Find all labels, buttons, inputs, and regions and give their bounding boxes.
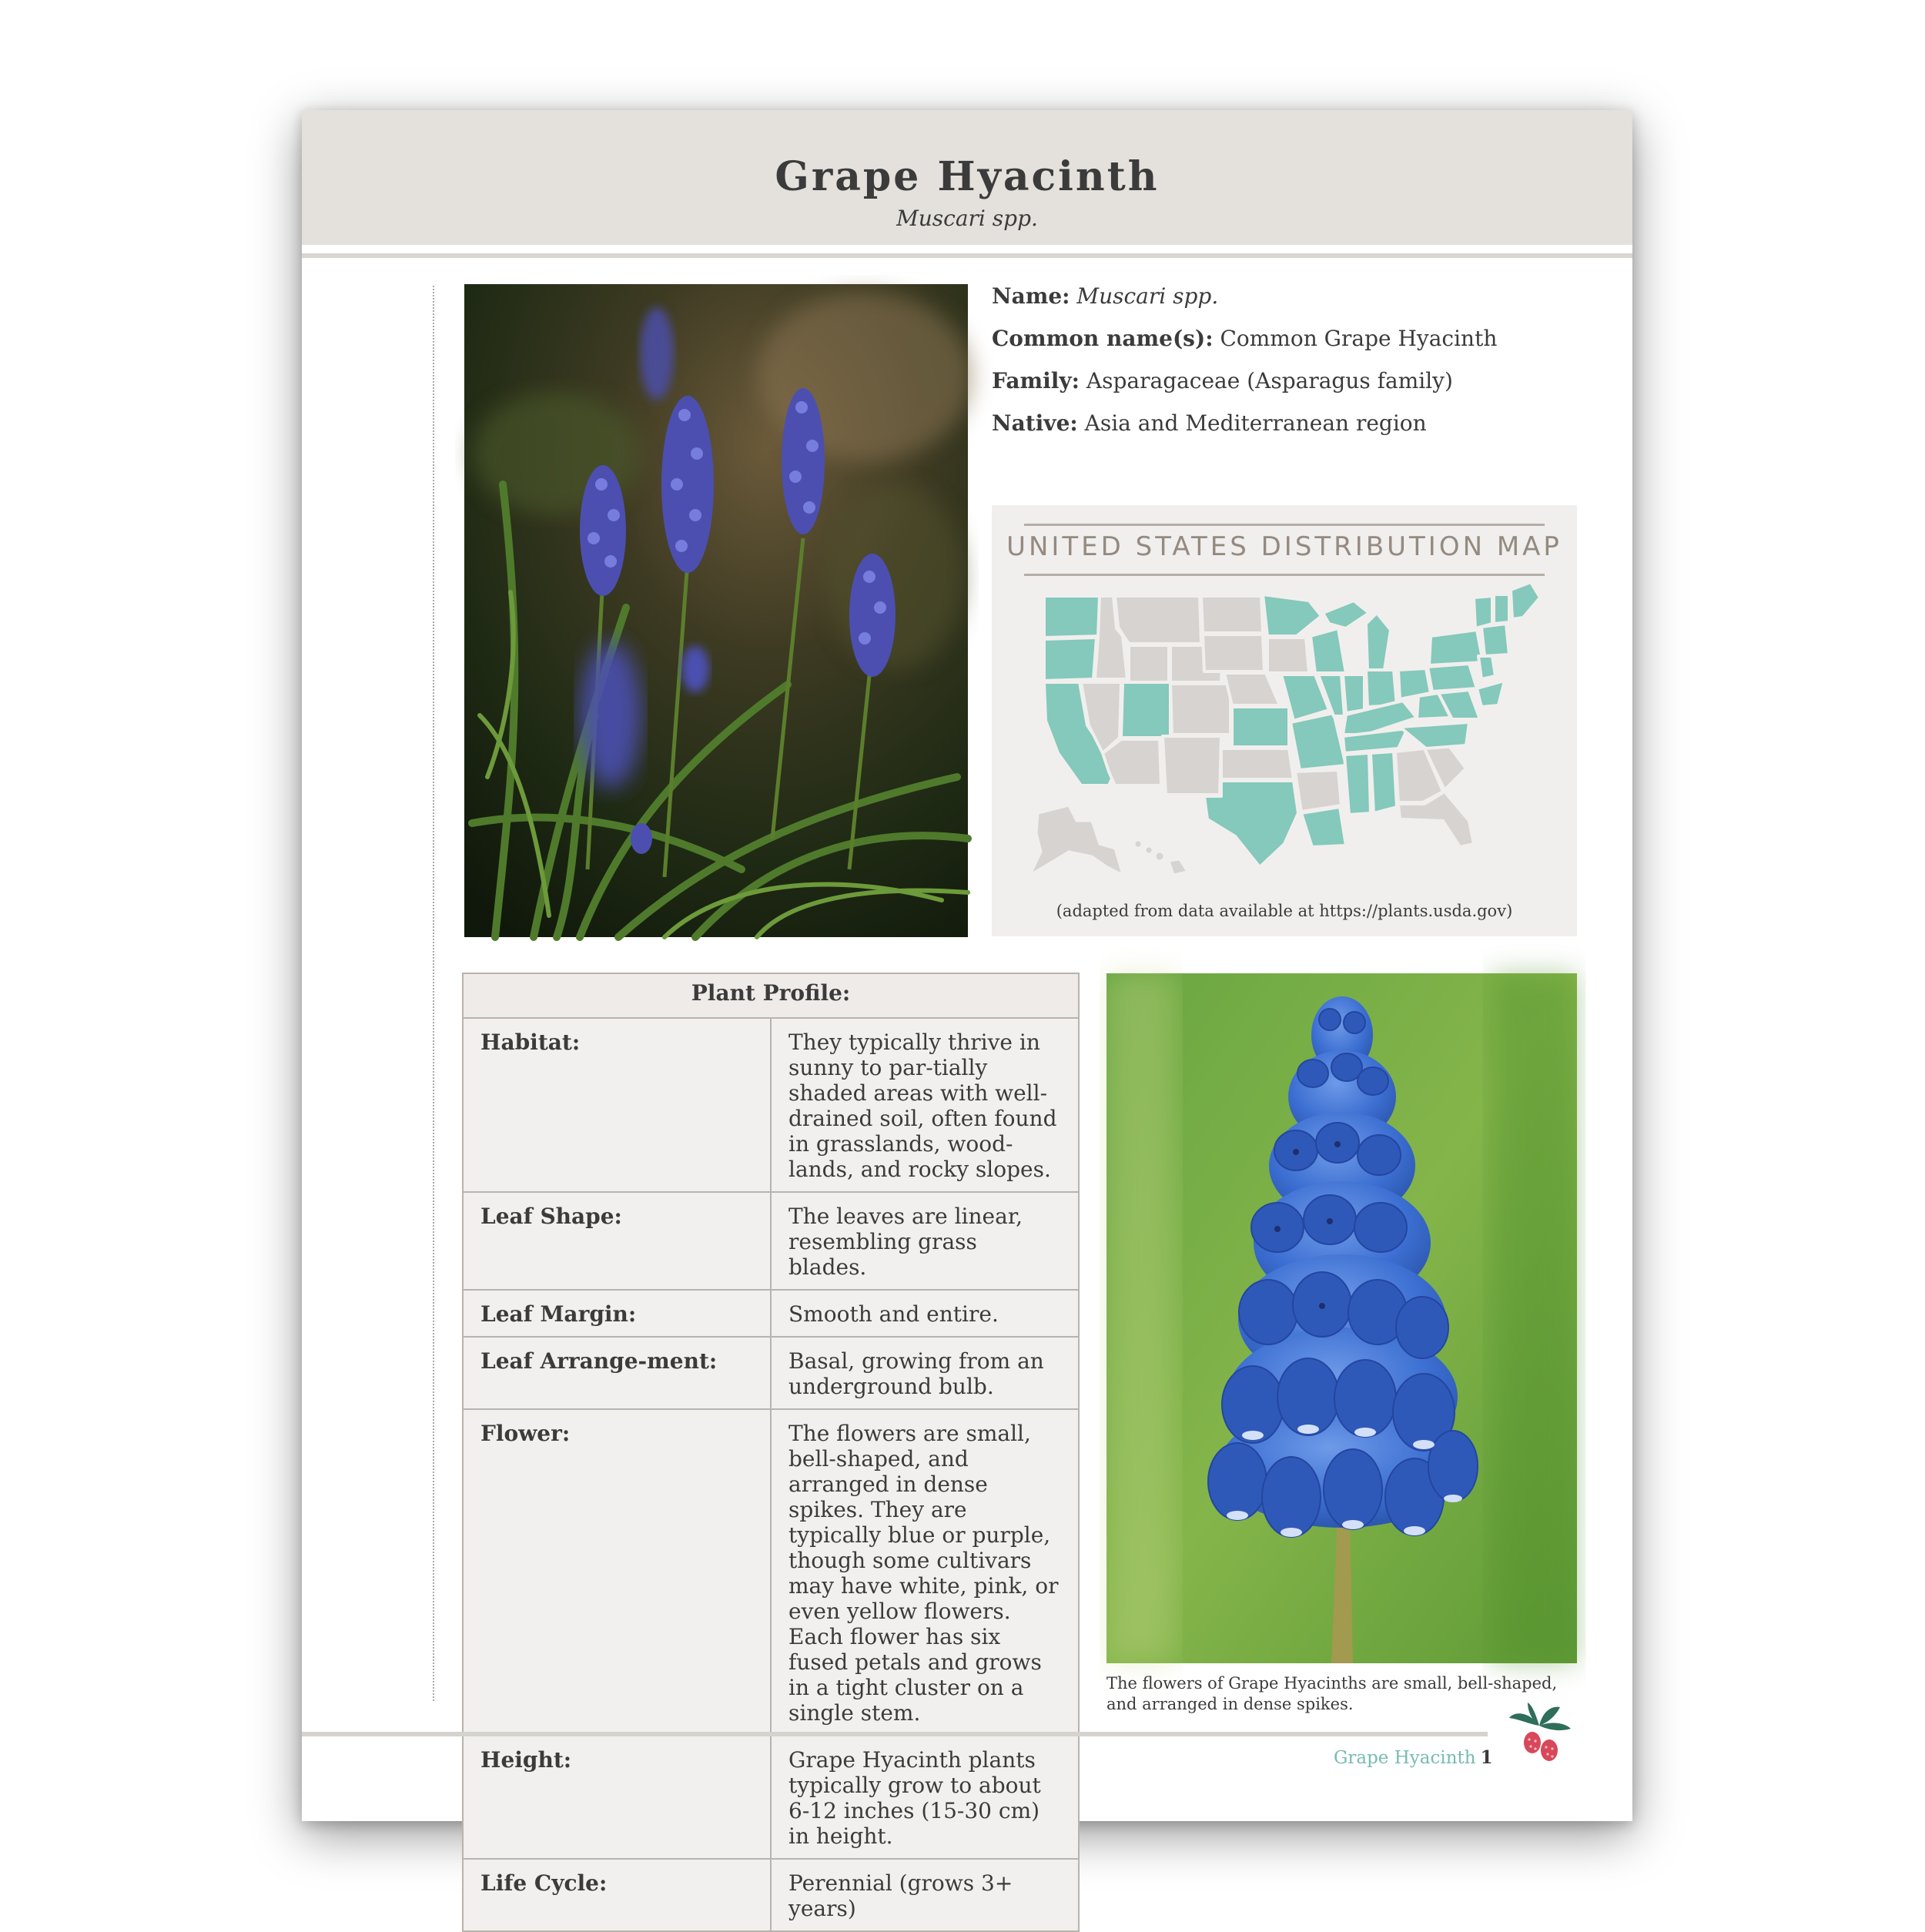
footer-title: Grape Hyacinth bbox=[1334, 1748, 1476, 1768]
info-common-name bbox=[992, 317, 1577, 360]
page-title: Grape Hyacinth bbox=[775, 153, 1160, 200]
info-family-label: Family: bbox=[992, 368, 1080, 393]
plant-profile-table bbox=[462, 973, 1080, 1932]
profile-value: Smooth and entire. bbox=[771, 1290, 1079, 1337]
profile-value: Perennial (grows 3+ years) bbox=[771, 1859, 1079, 1931]
fact-sheet-page bbox=[302, 110, 1632, 1921]
info-native bbox=[992, 402, 1577, 444]
profile-value: They typically thrive in sunny to par-tially shaded areas with well-drained soil, often found in grasslands, wood-lands, and rocky slopes. bbox=[771, 1018, 1079, 1192]
profile-label: Life Cycle: bbox=[463, 1859, 771, 1931]
flower-photo-top bbox=[464, 284, 968, 937]
footer-rule bbox=[302, 1732, 1488, 1736]
page-number: 1 bbox=[1480, 1747, 1493, 1768]
info-common-label: Common name(s): bbox=[992, 326, 1214, 351]
profile-heading: Plant Profile: bbox=[463, 973, 1079, 1018]
photo-caption: The flowers of Grape Hyacinths are small, bell-shaped, and arranged in dense spikes. bbox=[1106, 1674, 1558, 1713]
info-family bbox=[992, 360, 1577, 402]
profile-label: Leaf Shape: bbox=[463, 1192, 771, 1290]
profile-value: The flowers are small, bell-shaped, and arranged in dense spikes. They are typically blue or purple, though some cultivars may have white, pink, or even yellow flowers. Each flower has six fused petals and grows in a tight cluster on a single stem. bbox=[771, 1409, 1079, 1736]
info-native-label: Native: bbox=[992, 410, 1078, 436]
table-row bbox=[463, 1018, 1079, 1192]
profile-label: Leaf Arrange-ment: bbox=[463, 1337, 771, 1409]
profile-value: Grape Hyacinth plants typically grow to about 6-12 inches (15-30 cm) in height. bbox=[771, 1736, 1079, 1859]
flower-photo-closeup bbox=[1106, 973, 1577, 1663]
table-row bbox=[463, 1290, 1079, 1337]
page-subtitle: Muscari spp. bbox=[896, 206, 1038, 231]
plant-info bbox=[992, 275, 1577, 444]
table-row bbox=[463, 1409, 1079, 1736]
us-map-graphic bbox=[1023, 590, 1546, 882]
map-caption: (adapted from data available at https://plants.usda.gov) bbox=[1056, 902, 1513, 920]
info-family-value: Asparagaceae (Asparagus family) bbox=[1086, 368, 1453, 393]
profile-value: Basal, growing from an underground bulb. bbox=[771, 1337, 1079, 1409]
table-row bbox=[463, 1736, 1079, 1859]
table-row bbox=[463, 1859, 1079, 1931]
footer-label bbox=[1334, 1747, 1493, 1768]
header-band bbox=[302, 110, 1632, 245]
info-native-value: Asia and Mediterranean region bbox=[1084, 410, 1427, 436]
table-row bbox=[463, 1192, 1079, 1290]
profile-label: Leaf Margin: bbox=[463, 1290, 771, 1337]
profile-label: Flower: bbox=[463, 1409, 771, 1736]
header-gap bbox=[302, 246, 1632, 253]
profile-label: Habitat: bbox=[463, 1018, 771, 1192]
map-rule-top bbox=[1024, 524, 1545, 526]
map-title: UNITED STATES DISTRIBUTION MAP bbox=[1006, 531, 1562, 562]
margin-guide bbox=[433, 286, 434, 1701]
table-row bbox=[463, 1337, 1079, 1409]
info-name-value: Muscari spp. bbox=[1076, 283, 1219, 309]
map-rule-bottom bbox=[1024, 574, 1545, 576]
distribution-map bbox=[992, 505, 1577, 936]
berry-logo-icon bbox=[1505, 1703, 1574, 1764]
profile-value: The leaves are linear, resembling grass blades. bbox=[771, 1192, 1079, 1290]
profile-header-row bbox=[463, 973, 1079, 1018]
profile-label: Height: bbox=[463, 1736, 771, 1859]
header-rule bbox=[302, 253, 1632, 258]
info-name bbox=[992, 275, 1577, 317]
info-common-value: Common Grape Hyacinth bbox=[1220, 326, 1498, 351]
info-name-label: Name: bbox=[992, 283, 1070, 309]
